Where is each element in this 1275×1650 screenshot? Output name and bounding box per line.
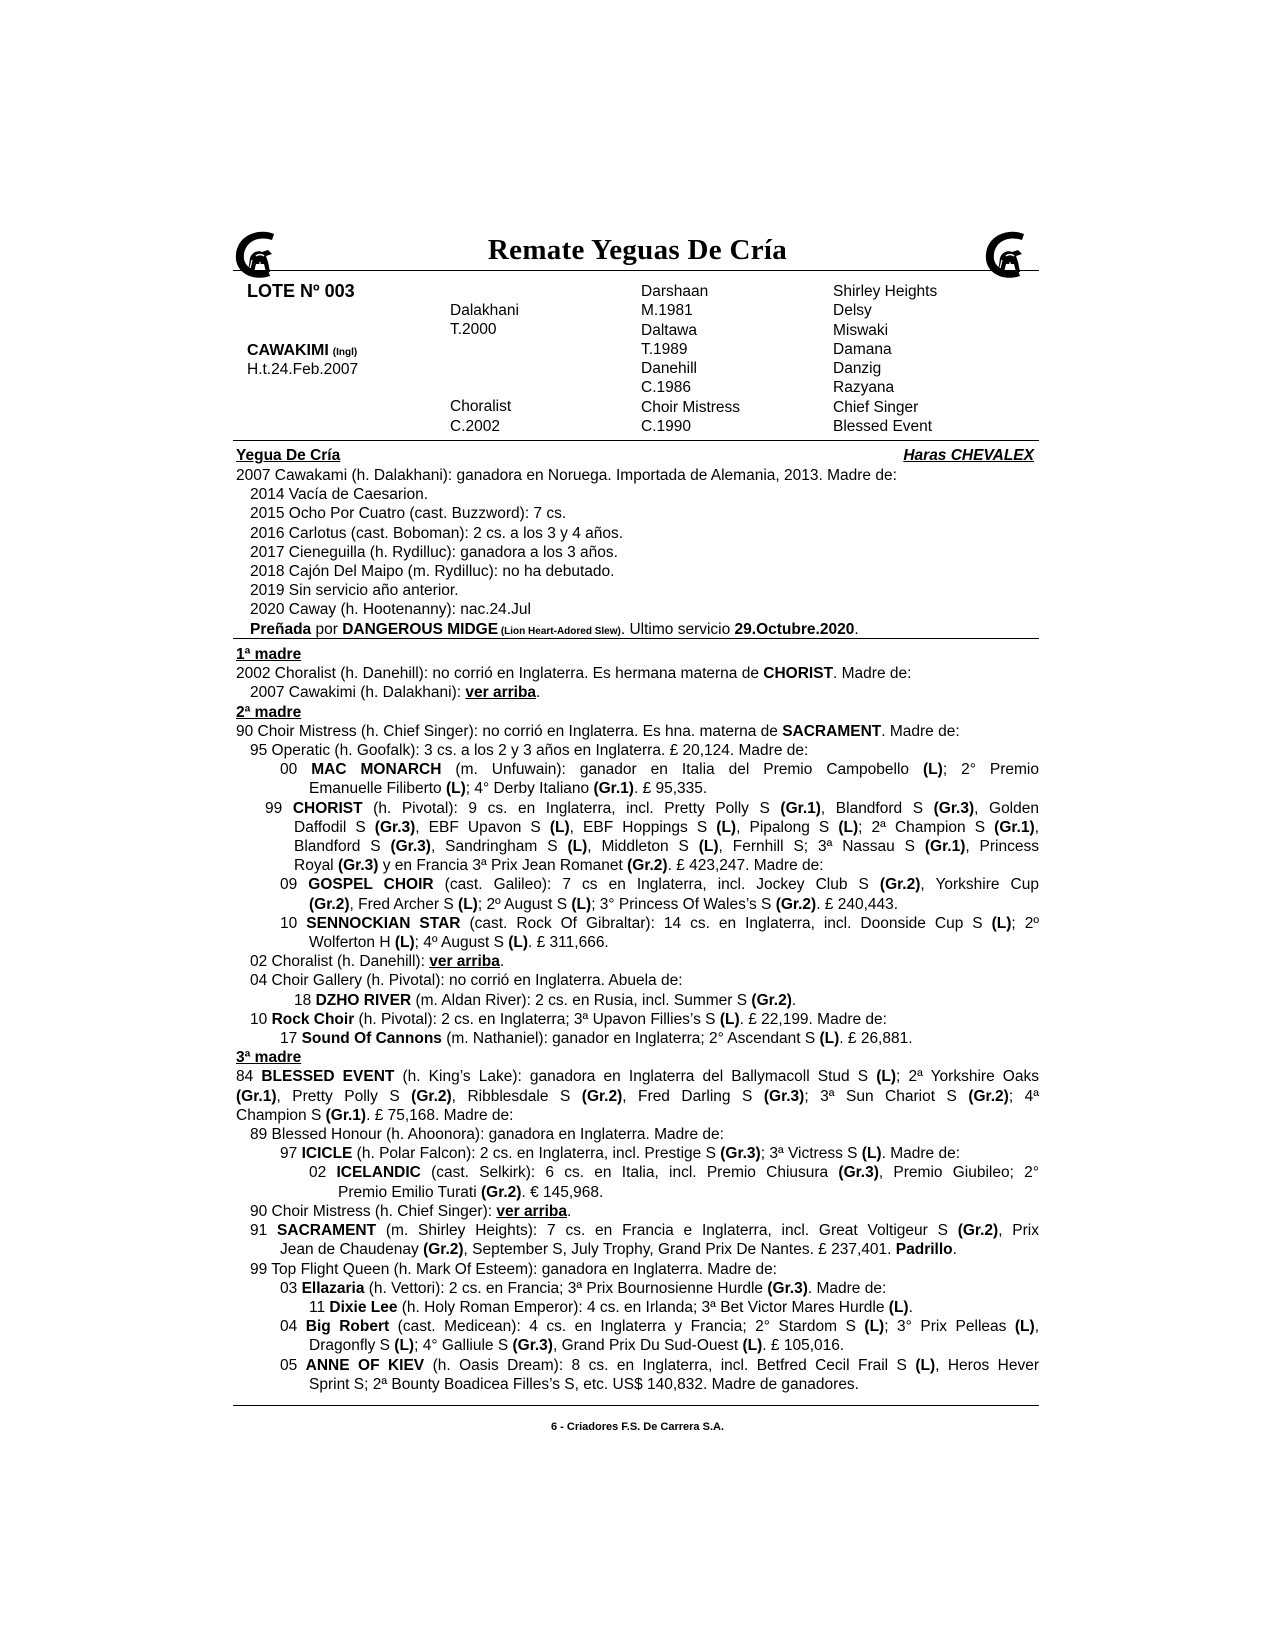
dam-line bbox=[236, 933, 1039, 952]
pedigree-cell: Miswaki bbox=[833, 321, 889, 339]
text: . Ultimo servicio bbox=[620, 620, 735, 638]
text: (Gr.2) bbox=[309, 895, 350, 913]
text: ; 4ª bbox=[1008, 1087, 1039, 1105]
dam-line: 99 Top Flight Queen (h. Mark Of Esteem): ganadora en Inglaterra. Madre de: bbox=[250, 1260, 777, 1278]
text: ; 2º August S bbox=[477, 895, 572, 913]
text: 11 bbox=[309, 1298, 330, 1316]
text: , bbox=[1034, 1318, 1039, 1336]
text: (Gr.1) bbox=[994, 818, 1035, 836]
produce-line: 2016 Carlotus (cast. Boboman): 2 cs. a los 3 y 4 años. bbox=[250, 524, 624, 542]
horse-birth: H.t.24.Feb.2007 bbox=[247, 361, 359, 378]
pedigree-cell: T.2000 bbox=[450, 321, 497, 339]
text: , Middleton S bbox=[587, 838, 699, 856]
text: 09 bbox=[280, 876, 309, 894]
page-footer: 6 - Criadores F.S. De Carrera S.A. bbox=[550, 1421, 724, 1433]
text: (L) bbox=[508, 934, 529, 952]
text: ANNE OF KIEV bbox=[305, 1356, 425, 1374]
text: . bbox=[791, 991, 797, 1009]
text: ; 2ª Champion S bbox=[858, 818, 995, 836]
text: (Gr.3) bbox=[720, 1145, 761, 1163]
text: por bbox=[311, 620, 343, 638]
text: . £ 26,881. bbox=[839, 1030, 913, 1048]
pedigree-cell: Chief Singer bbox=[833, 398, 919, 416]
dam-line bbox=[236, 1356, 1039, 1375]
text: (Gr.3) bbox=[767, 1279, 808, 1297]
text: , Fred Archer S bbox=[349, 895, 459, 913]
second-dam-heading: 2ª madre bbox=[236, 703, 302, 721]
text: (Gr.2) bbox=[480, 1183, 522, 1201]
text: (Gr.2) bbox=[775, 895, 817, 913]
text: (h. Polar Falcon): 2 cs. en Inglaterra, incl. Prestige S bbox=[352, 1145, 721, 1163]
text: 84 bbox=[236, 1068, 262, 1086]
text: . £ 311,666. bbox=[528, 934, 609, 952]
produce-line: 2018 Cajón Del Maipo (m. Rydilluc): no ha debutado. bbox=[250, 563, 615, 581]
text: (Gr.2) bbox=[968, 1087, 1009, 1105]
pedigree-cell: Choralist bbox=[450, 398, 512, 416]
text: (Gr.3) bbox=[337, 857, 379, 875]
text: (cast. Rock Of Gibraltar): 14 cs. en Inglaterra, incl. Doonside Cup S bbox=[460, 914, 992, 932]
dam-line bbox=[236, 760, 1039, 779]
text: MAC MONARCH bbox=[311, 761, 442, 779]
third-dam-heading: 3ª madre bbox=[236, 1049, 302, 1067]
text: (Gr.3) bbox=[763, 1087, 805, 1105]
text: (L) bbox=[991, 914, 1012, 932]
text: . £ 105,016. bbox=[762, 1337, 845, 1355]
text: ; 3ª Victress S bbox=[760, 1145, 862, 1163]
text: 10 bbox=[250, 1010, 272, 1028]
text: 90 Choir Mistress (h. Chief Singer): bbox=[250, 1202, 497, 1220]
text: (L) bbox=[445, 780, 466, 798]
text: Emanuelle Filiberto bbox=[309, 780, 446, 798]
header-rule bbox=[233, 270, 1039, 271]
text: (L) bbox=[394, 934, 415, 952]
text: 00 bbox=[280, 761, 312, 779]
pedigree-cell: Danzig bbox=[833, 360, 882, 378]
text: ver arriba bbox=[496, 1202, 568, 1220]
dam-line bbox=[236, 1240, 1039, 1259]
text: Sound Of Cannons bbox=[301, 1030, 442, 1048]
text: (Gr.3) bbox=[374, 818, 416, 836]
text: ; 4° Galliule S bbox=[414, 1337, 513, 1355]
text: ; 3° Prix Pelleas bbox=[884, 1318, 1015, 1336]
dam-line bbox=[236, 991, 1039, 1010]
dam-line bbox=[236, 1029, 1039, 1048]
text: , Prix bbox=[998, 1222, 1039, 1240]
produce-record bbox=[236, 466, 897, 641]
pedigree-column-great-grandparents bbox=[833, 282, 937, 436]
dam-line bbox=[236, 1279, 1039, 1298]
text: (L) bbox=[861, 1145, 882, 1163]
pedigree-column-grandparents bbox=[641, 282, 740, 436]
text: . Madre de: bbox=[881, 1145, 960, 1163]
text: , Yorkshire Cup bbox=[920, 876, 1039, 894]
text: , Sandringham S bbox=[430, 838, 568, 856]
dam-line bbox=[236, 895, 1039, 914]
dam-line: 04 Choir Gallery (h. Pivotal): no corrió en Inglaterra. Abuela de: bbox=[250, 972, 683, 990]
horse-name bbox=[247, 342, 357, 360]
dam-line bbox=[236, 683, 1039, 702]
pedigree-cell: Darshaan bbox=[641, 283, 709, 300]
text: , Fernhill S; 3ª Nassau S bbox=[718, 838, 925, 856]
text: . bbox=[536, 684, 541, 702]
first-dam-block bbox=[236, 645, 1039, 1394]
text: y en Francia 3ª Prix Jean Romanet bbox=[378, 857, 628, 875]
text: (m. Shirley Heights): 7 cs. en Francia e Inglaterra, incl. Great Voltigeur S bbox=[376, 1222, 958, 1240]
pedigree-cell: T.1989 bbox=[641, 340, 688, 358]
text: 97 bbox=[280, 1145, 302, 1163]
dam-line bbox=[236, 1106, 1039, 1125]
dam-line bbox=[236, 837, 1039, 856]
dam-line bbox=[236, 1221, 1039, 1240]
lot-number: LOTE Nº 003 bbox=[247, 281, 355, 301]
pedigree-cell: Danehill bbox=[641, 360, 698, 378]
dam-line bbox=[236, 856, 1039, 875]
text: (m. Aldan River): 2 cs. en Rusia, incl. Summer S bbox=[411, 991, 752, 1009]
produce-line: 2015 Ocho Por Cuatro (cast. Buzzword): 7 cs. bbox=[250, 505, 567, 523]
text: . bbox=[908, 1298, 913, 1316]
text: , Ribblesdale S bbox=[451, 1087, 582, 1105]
text: (Gr.2) bbox=[751, 991, 792, 1009]
text: ; 3° Princess Of Wales’s S bbox=[591, 895, 776, 913]
produce-line: 2019 Sin servicio año anterior. bbox=[250, 582, 459, 600]
text: (L) bbox=[819, 1030, 840, 1048]
text: (h. Oasis Dream): 8 cs. en Inglaterra, incl. Betfred Cecil Frail S bbox=[424, 1356, 916, 1374]
text: (Gr.1) bbox=[924, 838, 966, 856]
text: (h. Holy Roman Emperor): 4 cs. en Irlanda; 3ª Bet Victor Mares Hurdle bbox=[397, 1298, 889, 1316]
text: (Gr.3) bbox=[838, 1164, 879, 1182]
text: . bbox=[499, 953, 505, 971]
pedigree-cell: Dalakhani bbox=[450, 302, 519, 319]
dam-line bbox=[236, 1317, 1039, 1336]
text: . bbox=[952, 1241, 957, 1259]
text: (Gr.2) bbox=[423, 1241, 464, 1259]
dam-line bbox=[236, 1336, 1039, 1355]
text: 90 Choir Mistress (h. Chief Singer): no corrió en Inglaterra. Es hna. materna de bbox=[236, 722, 783, 740]
text: (L) bbox=[567, 838, 588, 856]
text: (L) bbox=[698, 838, 719, 856]
text: 02 bbox=[309, 1164, 337, 1182]
text: . £ 75,168. Madre de: bbox=[366, 1106, 514, 1124]
text: Preñada bbox=[250, 620, 312, 638]
text: , Premio Giubileo; 2° bbox=[878, 1164, 1039, 1182]
text: , Pipalong S bbox=[736, 818, 839, 836]
text: (L) bbox=[742, 1337, 763, 1355]
text: 17 bbox=[280, 1030, 302, 1048]
dam-line bbox=[236, 1087, 1039, 1106]
text: SACRAMENT bbox=[782, 722, 882, 740]
pedigree-cell: C.1986 bbox=[641, 379, 691, 397]
produce-line: 2007 Cawakami (h. Dalakhani): ganadora en Noruega. Importada de Alemania, 2013. Madre de: bbox=[236, 467, 897, 484]
text: , Pretty Polly S bbox=[276, 1087, 412, 1105]
text: (cast. Selkirk): 6 cs. en Italia, incl. Premio Chiusura bbox=[420, 1164, 839, 1182]
dam-line bbox=[236, 1298, 1039, 1317]
text: Premio Emilio Turati bbox=[338, 1183, 481, 1201]
dam-line bbox=[236, 1163, 1039, 1182]
dam-line bbox=[236, 664, 1039, 683]
section-rule bbox=[233, 638, 1039, 639]
text: . £ 240,443. bbox=[816, 895, 899, 913]
dam-line bbox=[236, 818, 1039, 837]
text: Big Robert bbox=[305, 1318, 390, 1336]
text: (Gr.1) bbox=[325, 1106, 367, 1124]
produce-line: 2014 Vacía de Caesarion. bbox=[250, 486, 429, 504]
text: 91 bbox=[250, 1222, 278, 1240]
text: . bbox=[854, 620, 859, 638]
pedigree-cell: C.2002 bbox=[450, 417, 500, 435]
text: . bbox=[567, 1202, 572, 1220]
text: (L) bbox=[838, 818, 859, 836]
text: (L) bbox=[719, 1010, 740, 1028]
dam-line bbox=[236, 722, 1039, 741]
pedigree-cell bbox=[450, 378, 519, 397]
dam-line bbox=[236, 1202, 1039, 1221]
text: (Gr.2) bbox=[581, 1087, 623, 1105]
text: (L) bbox=[888, 1298, 909, 1316]
text: . £ 423,247. Madre de: bbox=[667, 857, 824, 875]
text: (h. Pivotal): 9 cs. en Inglaterra, incl. Pretty Polly S bbox=[362, 799, 781, 817]
text: (Gr.2) bbox=[879, 876, 921, 894]
dam-line bbox=[236, 1010, 1039, 1029]
text: . Madre de: bbox=[881, 722, 960, 740]
dam-line bbox=[236, 779, 1039, 798]
text: Royal bbox=[294, 857, 338, 875]
page-title: Remate Yeguas De Cría bbox=[487, 234, 788, 266]
text: (L) bbox=[394, 1337, 415, 1355]
text: . £ 22,199. Madre de: bbox=[739, 1010, 887, 1028]
text: (h. King’s Lake): ganadora en Inglaterra del Ballymacoll Stud S bbox=[394, 1068, 877, 1086]
text: ver arriba bbox=[429, 953, 500, 971]
text: , Grand Prix Du Sud-Ouest bbox=[552, 1337, 743, 1355]
text: , Heros Hever bbox=[935, 1356, 1039, 1374]
produce-line: 2017 Cieneguilla (h. Rydilluc): ganadora a los 3 años. bbox=[250, 543, 618, 561]
text: CHORIST bbox=[292, 799, 363, 817]
text: SENNOCKIAN STAR bbox=[306, 914, 461, 932]
text: (L) bbox=[923, 761, 943, 779]
dam-line bbox=[236, 875, 1039, 894]
text: , Blandford S bbox=[820, 799, 934, 817]
text: (Gr.2) bbox=[627, 857, 668, 875]
horse-country: (Ingl) bbox=[332, 347, 358, 358]
text: ; 2° Premio bbox=[942, 761, 1039, 779]
text: 10 bbox=[280, 914, 307, 932]
text: (Gr.2) bbox=[411, 1087, 452, 1105]
pedigree-cell: M.1981 bbox=[641, 302, 693, 320]
text: (Gr.1) bbox=[236, 1087, 277, 1105]
text: . £ 95,335. bbox=[633, 780, 708, 798]
pedigree-cell: Delsy bbox=[833, 302, 872, 320]
text: Dragonfly S bbox=[309, 1337, 395, 1355]
text: ; 4º August S bbox=[414, 934, 509, 952]
text: , EBF Upavon S bbox=[415, 818, 550, 836]
dam-line: 89 Blessed Honour (h. Ahoonora): ganadora en Inglaterra. Madre de: bbox=[250, 1126, 724, 1144]
pedigree-cell: Damana bbox=[833, 340, 892, 358]
text: GOSPEL CHOIR bbox=[308, 876, 434, 894]
text: (Gr.2) bbox=[957, 1222, 999, 1240]
text: BLESSED EVENT bbox=[261, 1068, 395, 1086]
text: 29.Octubre.2020 bbox=[734, 620, 855, 638]
text: (L) bbox=[876, 1068, 897, 1086]
text: 99 bbox=[265, 799, 293, 817]
dam-line bbox=[236, 799, 1039, 818]
text: (Gr.1) bbox=[780, 799, 821, 817]
text: CHORIST bbox=[763, 665, 834, 683]
text: Padrillo bbox=[895, 1241, 953, 1259]
text: Blandford S bbox=[294, 838, 391, 856]
text: 02 Choralist (h. Danehill): bbox=[250, 953, 430, 971]
text: . € 145,968. bbox=[521, 1183, 604, 1201]
text: , bbox=[1034, 818, 1039, 836]
footer-rule bbox=[233, 1405, 1039, 1406]
text: (L) bbox=[1014, 1318, 1035, 1336]
text: Rock Choir bbox=[271, 1010, 355, 1028]
text: . Madre de: bbox=[807, 1279, 887, 1297]
pedigree-rule bbox=[233, 440, 1039, 441]
text: 05 bbox=[280, 1356, 306, 1374]
text: Jean de Chaudenay bbox=[280, 1241, 424, 1259]
horse-name-text: CAWAKIMI bbox=[247, 342, 329, 359]
pedigree-cell: Razyana bbox=[833, 379, 895, 397]
text: ; 2ª Yorkshire Oaks bbox=[896, 1068, 1039, 1086]
pedigree-cell bbox=[450, 340, 519, 359]
text: ICICLE bbox=[301, 1145, 353, 1163]
pedigree-cell: C.1990 bbox=[641, 418, 691, 436]
text: , Princess bbox=[965, 838, 1039, 856]
dam-line bbox=[236, 1183, 1039, 1202]
text: (h. Vettori): 2 cs. en Francia; 3ª Prix Bournosienne Hurdle bbox=[364, 1279, 768, 1297]
text: (cast. Galileo): 7 cs en Inglaterra, incl. Jockey Club S bbox=[433, 876, 880, 894]
text: 18 bbox=[294, 991, 316, 1009]
dam-line bbox=[236, 914, 1039, 933]
text: (Gr.3) bbox=[512, 1337, 553, 1355]
dam-line bbox=[236, 952, 1039, 971]
text: Dixie Lee bbox=[329, 1298, 398, 1316]
text: (L) bbox=[549, 818, 570, 836]
text: (h. Pivotal): 2 cs. en Inglaterra; 3ª Upavon Fillies’s S bbox=[354, 1010, 720, 1028]
pedigree-cell: Blessed Event bbox=[833, 418, 933, 436]
text: DZHO RIVER bbox=[315, 991, 412, 1009]
text: SACRAMENT bbox=[277, 1222, 377, 1240]
text: Wolferton H bbox=[309, 934, 395, 952]
text: (m. Nathaniel): ganador en Inglaterra; 2° Ascendant S bbox=[441, 1030, 820, 1048]
dam-line bbox=[236, 1067, 1039, 1086]
text: 2007 Cawakimi (h. Dalakhani): bbox=[250, 684, 466, 702]
text: . Madre de: bbox=[833, 665, 912, 683]
text: ver arriba bbox=[465, 684, 537, 702]
dam-line: 95 Operatic (h. Goofalk): 3 cs. a los 2 y 3 años en Inglaterra. £ 20,124. Madre de: bbox=[250, 742, 809, 760]
text: (Gr.1) bbox=[593, 780, 634, 798]
pedigree-cell bbox=[450, 359, 519, 378]
pedigree-column-parents bbox=[450, 301, 519, 436]
text: 04 bbox=[280, 1318, 306, 1336]
first-dam-heading: 1ª madre bbox=[236, 646, 302, 663]
text: Champion S bbox=[236, 1106, 326, 1124]
text: (L) bbox=[864, 1318, 885, 1336]
text: (L) bbox=[716, 818, 737, 836]
text: (cast. Medicean): 4 cs. en Inglaterra y Francia; 2° Stardom S bbox=[389, 1318, 865, 1336]
text: ; 4° Derby Italiano bbox=[465, 780, 594, 798]
text: , EBF Hoppings S bbox=[569, 818, 717, 836]
breeder-name: Haras CHEVALEX bbox=[903, 447, 1034, 464]
pedigree-cell: Daltawa bbox=[641, 321, 697, 339]
text: ; 3ª Sun Chariot S bbox=[804, 1087, 969, 1105]
text: Ellazaria bbox=[301, 1279, 365, 1297]
produce-line: 2020 Caway (h. Hootenanny): nac.24.Jul bbox=[250, 601, 531, 619]
text: 2002 Choralist (h. Danehill): no corrió en Inglaterra. Es hermana materna de bbox=[236, 665, 764, 683]
section-heading: Yegua De Cría bbox=[236, 447, 341, 464]
text: (L) bbox=[915, 1356, 936, 1374]
text: ICELANDIC bbox=[336, 1164, 421, 1182]
text: , Golden bbox=[974, 799, 1039, 817]
text: DANGEROUS MIDGE bbox=[342, 620, 499, 638]
text: (L) bbox=[458, 895, 478, 913]
text: , Fred Darling S bbox=[622, 1087, 764, 1105]
text: (Gr.3) bbox=[933, 799, 975, 817]
pedigree-cell: Shirley Heights bbox=[833, 283, 938, 300]
text: (m. Unfuwain): ganador en Italia del Premio Campobello bbox=[441, 761, 924, 779]
dam-line: Sprint S; 2ª Bounty Boadicea Filles’s S, etc. US$ 140,832. Madre de ganadores. bbox=[309, 1375, 859, 1393]
text: ; 2º bbox=[1011, 914, 1039, 932]
text: (Lion Heart-Adored Slew) bbox=[498, 625, 621, 637]
text: (L) bbox=[571, 895, 592, 913]
pedigree-cell: Choir Mistress bbox=[641, 398, 741, 416]
text: 03 bbox=[280, 1279, 302, 1297]
text: Daffodil S bbox=[294, 818, 375, 836]
text: (Gr.3) bbox=[390, 838, 431, 856]
dam-line bbox=[236, 1144, 1039, 1163]
text: , September S, July Trophy, Grand Prix De Nantes. £ 237,401. bbox=[463, 1241, 896, 1259]
